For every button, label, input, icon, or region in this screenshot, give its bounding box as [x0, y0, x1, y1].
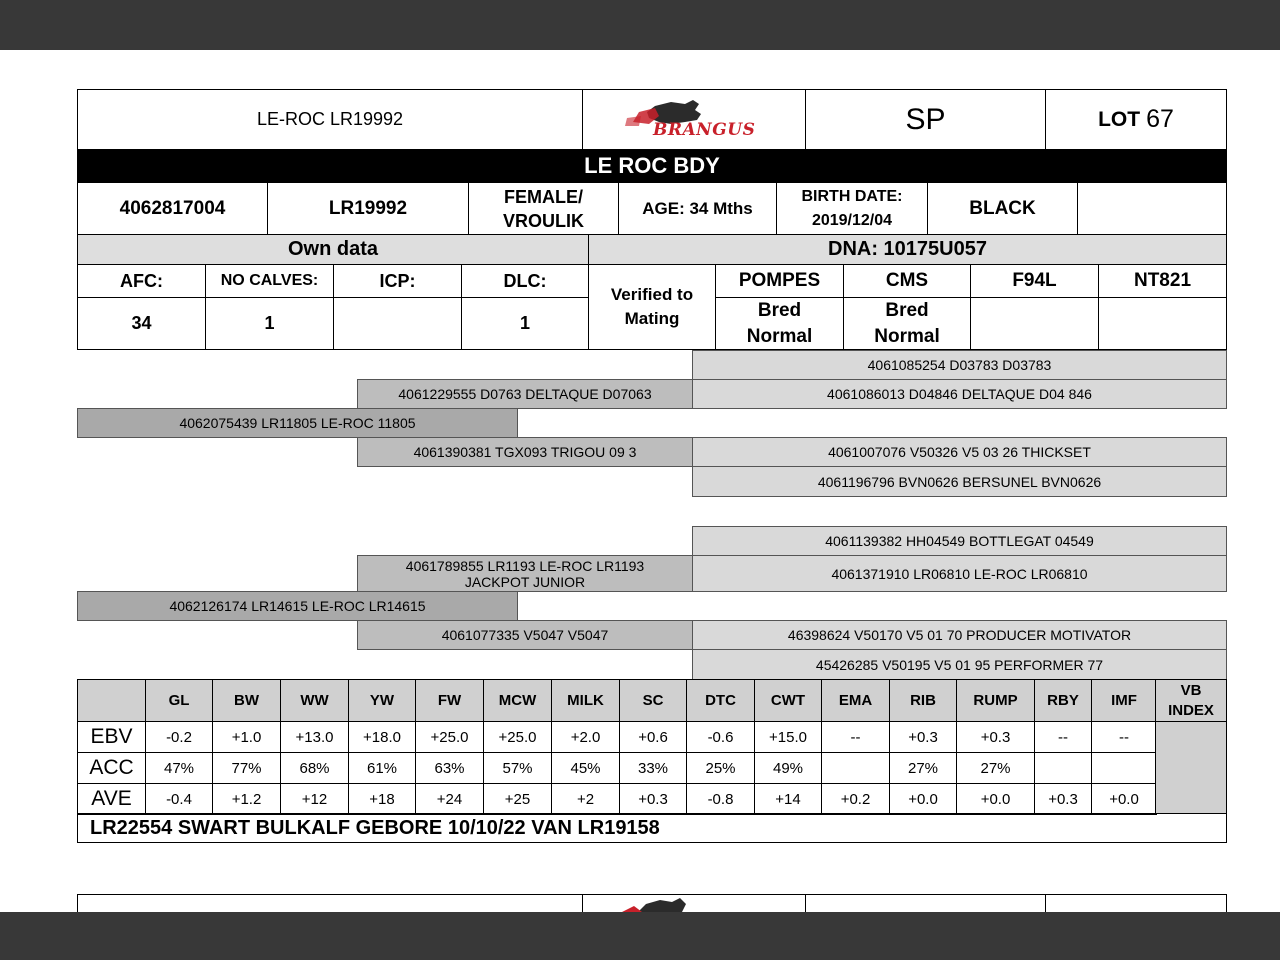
pedigree-sire-sire-sire: 4061085254 D03783 D03783: [692, 350, 1227, 380]
ebv-value-cell: +25: [483, 783, 552, 815]
dna-test-pompes: POMPES: [715, 264, 844, 298]
ebv-header-imf: IMF: [1091, 679, 1157, 722]
ebv-value-cell: -0.2: [145, 721, 213, 753]
pedigree-dam-sire: 4061789855 LR1193 LE-ROC LR1193 JACKPOT JUNIOR: [357, 555, 693, 592]
pedigree-sire-sire-dam: 4061086013 D04846 DELTAQUE D04 846: [692, 379, 1227, 409]
ebv-header-dtc: DTC: [686, 679, 755, 722]
ebv-value-cell: +24: [415, 783, 484, 815]
pedigree-dam-dam: 4061077335 V5047 V5047: [357, 620, 693, 650]
pedigree-dam-dam-sire: 46398624 V50170 V5 01 70 PRODUCER MOTIVATOR: [692, 620, 1227, 650]
ebv-header-rump: RUMP: [956, 679, 1035, 722]
ebv-value-cell: 61%: [348, 752, 416, 784]
dna-test-f94l: F94L: [970, 264, 1099, 298]
ebv-value-cell: +1.2: [212, 783, 281, 815]
viewer-bottom-bar: [0, 912, 1280, 960]
dna-result-nt821: [1098, 297, 1227, 350]
details-extra: [1077, 182, 1227, 235]
ebv-value-cell: 47%: [145, 752, 213, 784]
ebv-row-label: EBV: [77, 721, 146, 753]
ebv-value-cell: [1091, 752, 1157, 784]
sex: FEMALE/ VROULIK: [468, 182, 619, 235]
ebv-header-fw: FW: [415, 679, 484, 722]
own-data-label-no-calves: NO CALVES:: [205, 264, 334, 298]
own-data-value-afc: 34: [77, 297, 206, 350]
ebv-value-cell: 68%: [280, 752, 349, 784]
ebv-value-cell: [1034, 752, 1092, 784]
ebv-value-cell: +18: [348, 783, 416, 815]
dna-result-pompes: Bred Normal: [715, 297, 844, 350]
ebv-value-cell: 49%: [754, 752, 822, 784]
ebv-value-cell: +1.0: [212, 721, 281, 753]
class-code: SP: [805, 89, 1046, 150]
next-card-divider: [805, 894, 806, 912]
vb-index-header: VB INDEX: [1155, 679, 1227, 722]
pedigree-sire-sire: 4061229555 D0763 DELTAQUE D07063: [357, 379, 693, 409]
ebv-row-label: AVE: [77, 783, 146, 815]
ebv-value-cell: --: [1034, 721, 1092, 753]
brangus-logo: [582, 89, 806, 150]
pedigree-sire: 4062075439 LR11805 LE-ROC 11805: [77, 408, 518, 438]
pedigree-dam-sire-dam: 4061371910 LR06810 LE-ROC LR06810: [692, 555, 1227, 592]
own-data-label-afc: AFC:: [77, 264, 206, 298]
dna-test-nt821: NT821: [1098, 264, 1227, 298]
ebv-header-yw: YW: [348, 679, 416, 722]
ebv-header-milk: MILK: [551, 679, 620, 722]
ebv-value-cell: +14: [754, 783, 822, 815]
ebv-value-cell: +0.0: [889, 783, 957, 815]
ebv-value-cell: [821, 752, 890, 784]
ebv-value-cell: --: [821, 721, 890, 753]
own-data-label-icp: ICP:: [333, 264, 462, 298]
ebv-value-cell: --: [1091, 721, 1157, 753]
next-card-divider: [1045, 894, 1046, 912]
ebv-value-cell: +0.0: [956, 783, 1035, 815]
ebv-value-cell: +0.3: [619, 783, 687, 815]
own-data-value-no-calves: 1: [205, 297, 334, 350]
own-data-value-dlc: 1: [461, 297, 589, 350]
ebv-header-rib: RIB: [889, 679, 957, 722]
ebv-header-ema: EMA: [821, 679, 890, 722]
comment: LR22554 SWART BULKALF GEBORE 10/10/22 VAN LR19158: [77, 813, 1227, 843]
ebv-value-cell: +2: [551, 783, 620, 815]
pedigree-dam-dam-dam: 45426285 V50195 V5 01 95 PERFORMER 77: [692, 649, 1227, 680]
animal-name: LE ROC BDY: [77, 149, 1227, 183]
ebv-value-cell: 27%: [956, 752, 1035, 784]
dna-result-cms: Bred Normal: [843, 297, 971, 350]
ebv-value-cell: +0.6: [619, 721, 687, 753]
ebv-header-sc: SC: [619, 679, 687, 722]
ebv-value-cell: -0.6: [686, 721, 755, 753]
tattoo-number: LR19992: [267, 182, 469, 235]
ebv-value-cell: 33%: [619, 752, 687, 784]
pedigree-dam: 4062126174 LR14615 LE-ROC LR14615: [77, 591, 518, 621]
dna-verified: Verified to Mating: [588, 264, 716, 350]
age: AGE: 34 Mths: [618, 182, 777, 235]
ebv-header-cwt: CWT: [754, 679, 822, 722]
own-data-label-dlc: DLC:: [461, 264, 589, 298]
ebv-value-cell: +13.0: [280, 721, 349, 753]
ebv-value-cell: +18.0: [348, 721, 416, 753]
ebv-header-ww: WW: [280, 679, 349, 722]
viewer-top-bar: [0, 0, 1280, 50]
pedigree-sire-dam-sire: 4061007076 V50326 V5 03 26 THICKSET: [692, 437, 1227, 467]
next-card-divider: [582, 894, 583, 912]
registration-number: 4062817004: [77, 182, 268, 235]
brangus-wordmark: BRANGUS: [653, 120, 756, 140]
bull-logo-icon: [620, 898, 690, 912]
ebv-header-gl: GL: [145, 679, 213, 722]
ebv-value-cell: +0.0: [1091, 783, 1157, 815]
ebv-value-cell: 27%: [889, 752, 957, 784]
ebv-header-rby: RBY: [1034, 679, 1092, 722]
ebv-value-cell: 57%: [483, 752, 552, 784]
ebv-value-cell: +25.0: [415, 721, 484, 753]
ebv-value-cell: 77%: [212, 752, 281, 784]
dna-test-cms: CMS: [843, 264, 971, 298]
ebv-value-cell: +0.3: [1034, 783, 1092, 815]
ebv-value-cell: +25.0: [483, 721, 552, 753]
ebv-value-cell: -0.4: [145, 783, 213, 815]
own-data-value-icp: [333, 297, 462, 350]
lot-label: LOT: [1098, 107, 1141, 131]
ebv-row-label: ACC: [77, 752, 146, 784]
own-data-title: Own data: [77, 234, 589, 265]
ebv-value-cell: +2.0: [551, 721, 620, 753]
ebv-value-cell: +15.0: [754, 721, 822, 753]
ebv-value-cell: 63%: [415, 752, 484, 784]
animal-id: LE-ROC LR19992: [77, 89, 583, 150]
ebv-header-mcw: MCW: [483, 679, 552, 722]
birth-date: BIRTH DATE: 2019/12/04: [776, 182, 928, 235]
colour: BLACK: [927, 182, 1078, 235]
pedigree-dam-sire-sire: 4061139382 HH04549 BOTTLEGAT 04549: [692, 526, 1227, 556]
pedigree-sire-dam-dam: 4061196796 BVN0626 BERSUNEL BVN0626: [692, 466, 1227, 497]
ebv-header-bw: BW: [212, 679, 281, 722]
ebv-value-cell: 45%: [551, 752, 620, 784]
pedigree-sire-dam: 4061390381 TGX093 TRIGOU 09 3: [357, 437, 693, 467]
dna-title: DNA: 10175U057: [588, 234, 1227, 265]
ebv-value-cell: +0.3: [889, 721, 957, 753]
ebv-value-cell: -0.8: [686, 783, 755, 815]
ebv-value-cell: 25%: [686, 752, 755, 784]
ebv-value-cell: +0.2: [821, 783, 890, 815]
dna-result-f94l: [970, 297, 1099, 350]
lot-number-cell: [1045, 89, 1227, 150]
ebv-value-cell: +0.3: [956, 721, 1035, 753]
ebv-value-cell: +12: [280, 783, 349, 815]
ebv-header-blank: [77, 679, 146, 722]
lot-number: 67: [1146, 105, 1174, 133]
vb-index-value: [1155, 721, 1227, 814]
